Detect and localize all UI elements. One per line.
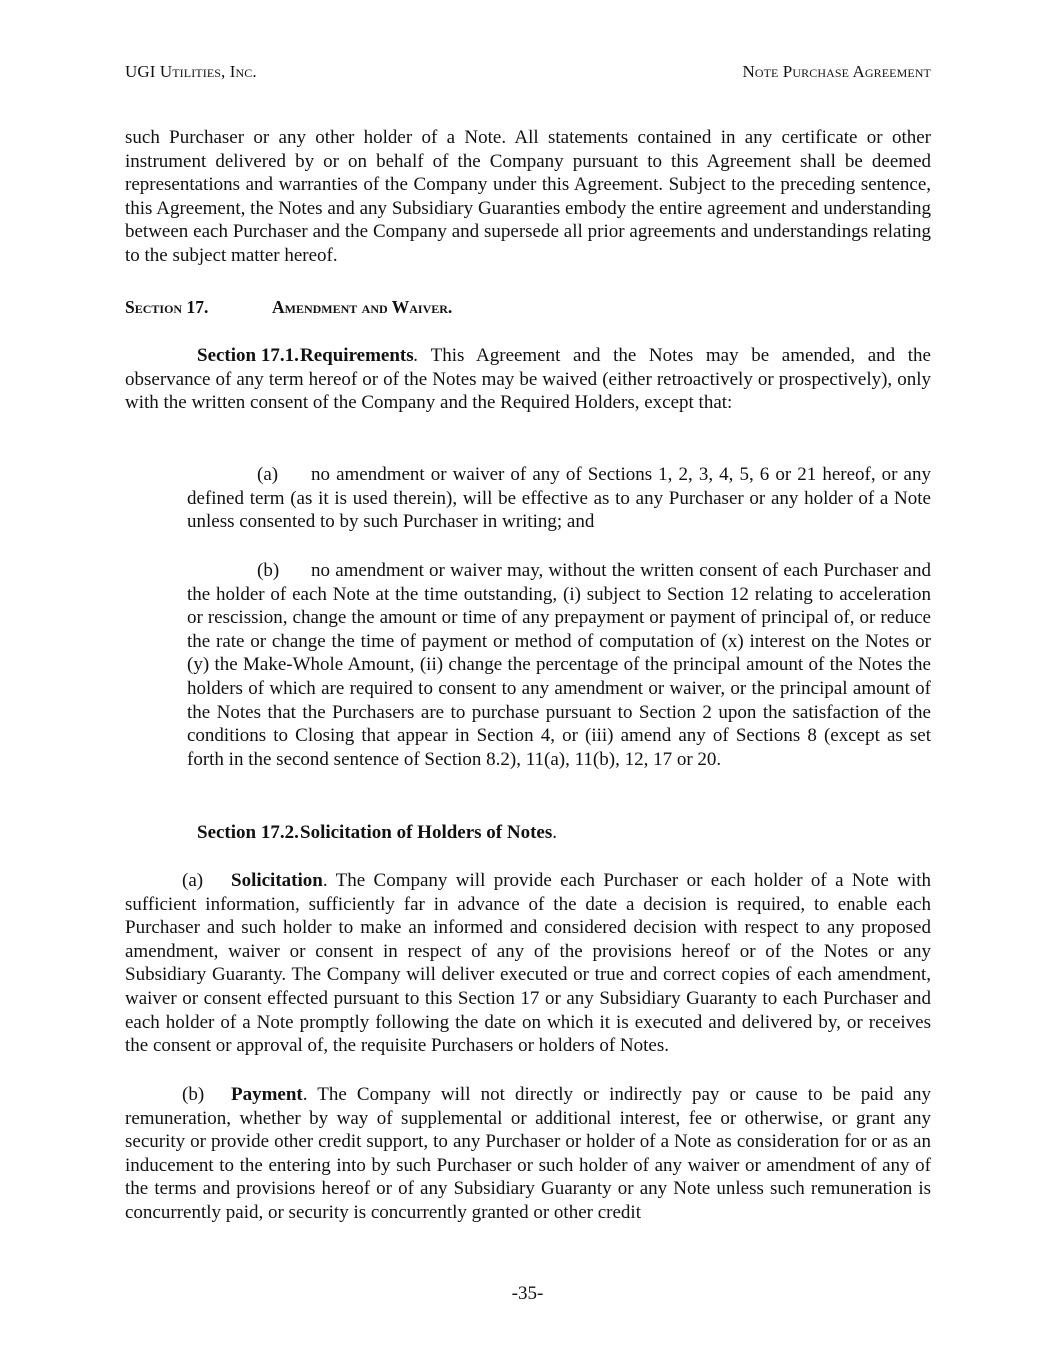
section-17-2-number: Section 17.2.	[197, 822, 299, 843]
item-a-label: (a)	[257, 464, 279, 485]
section-17-2-a-title: Solicitation	[231, 870, 323, 891]
section-17-1-item-a	[187, 463, 931, 534]
section-17-2-b-text: The Company will not directly or indirectly pay or cause to be paid any remuneration, whether by way of supplemental or additional interest, fee or otherwise, or grant any security or provide other credit support, to any Purchaser or holder of a Note as consideration for or as an inducement to the entering into by such Purchaser or such holder of any waiver or amendment of any of the terms and provisions hereof or of any Subsidiary Guaranty or any Note unless such remuneration is concurrently paid, or security is concurrently granted or other credit	[125, 1084, 931, 1223]
section-17-2-a-label: (a)	[182, 870, 204, 891]
section-17-2-title: Solicitation of Holders of Notes	[300, 822, 553, 843]
section-17-title: Amendment and Waiver.	[272, 297, 453, 317]
section-17-1-period: .	[413, 345, 419, 366]
intro-paragraph: such Purchaser or any other holder of a Note. All statements contained in any certificate or other instrument delivered by or on behalf of the Company pursuant to this Agreement shall be deemed representations and warranties of the Company under this Agreement. Subject to the preceding sentence, this Agreement, the Notes and any Subsidiary Guaranties embody the entire agreement and understanding between each Purchaser and the Company and supersede all prior agreements and understandings relating to the subject matter hereof.	[125, 127, 931, 266]
section-17-2-b-label: (b)	[182, 1084, 205, 1105]
section-17-2-a-text: The Company will provide each Purchaser or each holder of a Note with sufficient information, sufficiently far in advance of the date a decision is required, to enable each Purchaser and such holder to make an informed and considered decision with respect to any proposed amendment, waiver or consent in respect of any of the provisions hereof or of the Notes or any Subsidiary Guaranty. The Company will deliver executed or true and correct copies of each amendment, waiver or consent effected pursuant to this Section 17 or any Subsidiary Guaranty to each Purchaser and each holder of a Note promptly following the date on which it is executed and delivered by, or receives the consent or approval of, the requisite Purchasers or holders of Notes.	[125, 870, 931, 1057]
header-company-name: UGI Utilities, Inc.	[125, 62, 257, 81]
page-number: -35-	[511, 1283, 544, 1304]
section-17-1-text: This Agreement and the Notes may be amended, and the observance of any term hereof or of the Notes may be waived (either retroactively or prospectively), only with the written consent of the Company and the Required Holders, except that:	[125, 345, 931, 414]
section-17-heading	[125, 297, 452, 318]
section-17-number: Section 17.	[125, 297, 209, 317]
item-a-text: no amendment or waiver of any of Sections 1, 2, 3, 4, 5, 6 or 21 hereof, or any defined term (as it is used therein), will be effective as to any Purchaser or any holder of a Note unless consented to by such Purchaser in writing; and	[187, 464, 931, 533]
section-17-1-paragraph	[125, 344, 931, 415]
section-17-2-b-title: Payment	[231, 1084, 303, 1105]
section-17-1-item-b	[187, 559, 931, 771]
section-17-2-a-paragraph: (a) Solicitation. The Company will provide each Purchaser or each holder of a Note with sufficient information, sufficiently far in advance of the date a decision is required, to enable each Purchaser and such holder to make an informed and considered decision with respect to any proposed amendment, waiver or consent in respect of any of the provisions hereof or of the Notes or any Subsidiary Guaranty. The Company will deliver executed or true and correct copies of each amendment, waiver or consent effected pursuant to this Section 17 or any Subsidiary Guaranty to each Purchaser and each holder of a Note promptly following the date on which it is executed and delivered by, or receives the consent or approval of, the requisite Purchasers or holders of Notes.	[125, 870, 931, 1057]
section-17-1-title: Requirements	[300, 345, 414, 366]
section-17-2-heading: Section 17.2.Solicitation of Holders of Notes.	[125, 821, 931, 845]
section-17-2-b-paragraph: (b) Payment. The Company will not directly or indirectly pay or cause to be paid any remuneration, whether by way of supplemental or additional interest, fee or otherwise, or grant any security or provide other credit support, to any Purchaser or holder of a Note as consideration for or as an inducement to the entering into by such Purchaser or such holder of any waiver or amendment of any of the terms and provisions hereof or of any Subsidiary Guaranty or any Note unless such remuneration is concurrently paid, or security is concurrently granted or other credit	[125, 1084, 931, 1223]
item-b-text: no amendment or waiver may, without the written consent of each Purchaser and the holder of each Note at the time outstanding, (i) subject to Section 12 relating to acceleration or rescission, change the amount or time of any prepayment or payment of principal of, or reduce the rate or change the time of payment or method of computation of (x) interest on the Notes or (y) the Make-Whole Amount, (ii) change the percentage of the principal amount of the Notes the holders of which are required to consent to any amendment or waiver, or the principal amount of the Notes that the Purchasers are to purchase pursuant to Section 2 upon the satisfaction of the conditions to Closing that appear in Section 4, or (iii) amend any of Sections 8 (except as set forth in the second sentence of Section 8.2), 11(a), 11(b), 12, 17 or 20.	[187, 560, 931, 770]
section-17-1-number: Section 17.1.	[197, 345, 299, 366]
item-b-label: (b)	[257, 560, 280, 581]
header-document-title: Note Purchase Agreement	[742, 62, 931, 81]
